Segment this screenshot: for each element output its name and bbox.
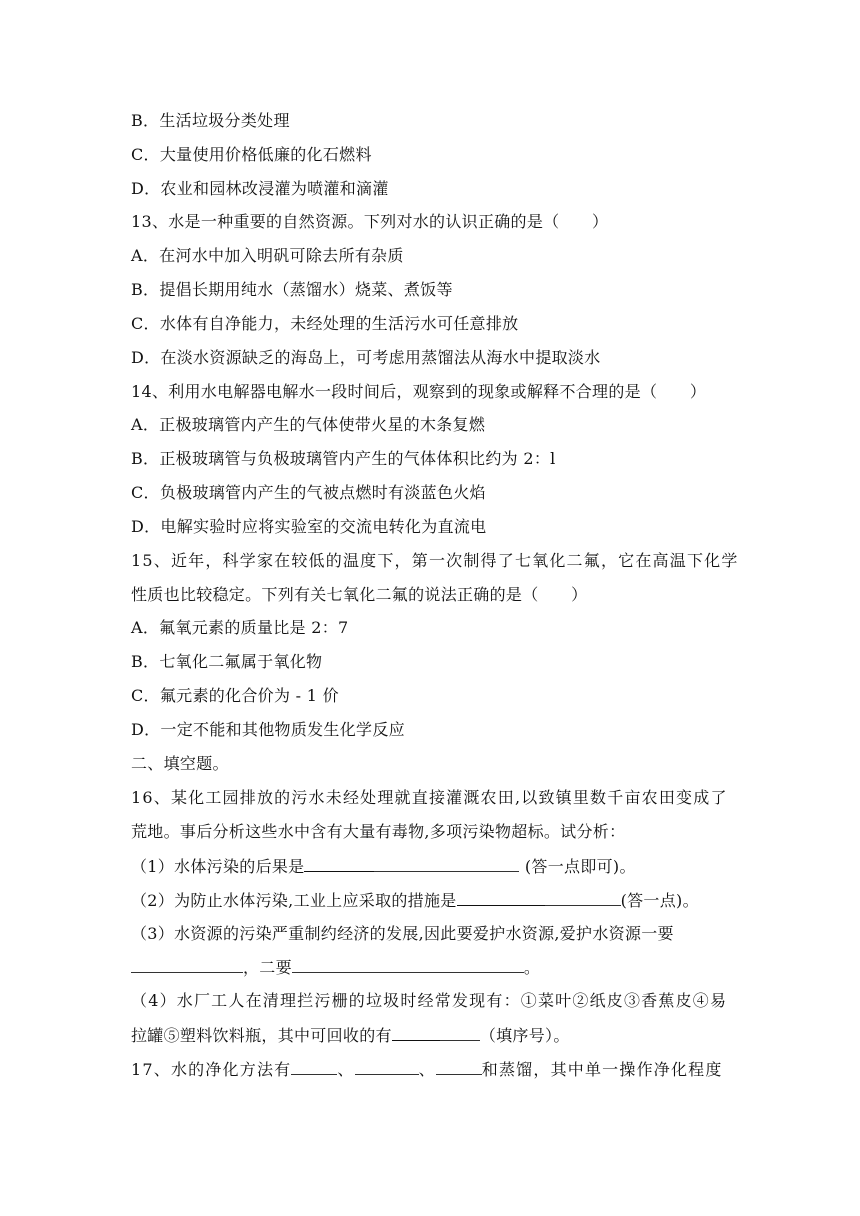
q14-option-d: D．电解实验时应将实验室的交流电转化为直流电	[131, 517, 487, 536]
q17-blank-1[interactable]	[291, 1059, 337, 1075]
q16-part1	[131, 856, 636, 877]
q12-option-b: B．生活垃圾分类处理	[131, 111, 290, 130]
q15-option-a: A．氟氧元素的质量比是 2：7	[131, 618, 349, 637]
section-heading-fill-in: 二、填空题。	[131, 754, 229, 773]
q16-part3-mid: ，二要	[243, 958, 292, 977]
q15-option-b: B．七氧化二氟属于氧化物	[131, 652, 323, 671]
q16-part4-suffix: （填序号）。	[479, 1026, 570, 1045]
q16-part2-suffix: (答一点)。	[620, 891, 699, 910]
q16-stem-line2: 荒地。事后分析这些水中含有大量有毒物,多项污染物超标。试分析：	[131, 822, 626, 841]
q15-stem-line1: 15、近年，科学家在较低的温度下，第一次制得了七氧化二氟，它在高温下化学	[131, 551, 739, 570]
q17-stem	[131, 1059, 723, 1080]
q14-option-c: C．负极玻璃管内产生的气被点燃时有淡蓝色火焰	[131, 483, 486, 502]
q13-stem: 13、水是一种重要的自然资源。下列对水的认识正确的是（ ）	[131, 212, 609, 231]
q16-part1-prompt: （1）水体污染的后果是	[131, 857, 305, 876]
q17-sep-2: 、	[418, 1060, 436, 1079]
q17-sep-1: 、	[337, 1060, 355, 1079]
q16-part1-answer-blank-ext[interactable]	[374, 856, 519, 872]
q16-part3-end: 。	[523, 958, 541, 977]
q16-part3-line2	[131, 957, 540, 978]
q16-part1-suffix: (答一点即可)。	[519, 857, 636, 876]
q13-option-a: A．在河水中加入明矾可除去所有杂质	[131, 246, 404, 265]
q13-option-c: C．水体有自净能力，未经处理的生活污水可任意排放	[131, 314, 519, 333]
q16-part3-blank-2[interactable]	[292, 957, 524, 973]
q17-suffix: 和蒸馏，其中单一操作净化程度	[481, 1060, 723, 1079]
q16-part2-answer-blank-ext[interactable]	[545, 890, 621, 906]
q14-stem: 14、利用水电解器电解水一段时间后，观察到的现象或解释不合理的是（ ）	[131, 382, 707, 401]
q17-blank-3[interactable]	[436, 1059, 482, 1075]
q12-option-c: C．大量使用价格低廉的化石燃料	[131, 145, 372, 164]
q16-part4-prompt: 拉罐⑤塑料饮料瓶，其中可回收的有	[131, 1026, 392, 1045]
q17-prompt: 17、水的净化方法有	[131, 1060, 292, 1079]
q16-part3-line1: （3）水资源的污染严重制约经济的发展,因此要爱护水资源,爱护水资源一要	[131, 924, 674, 943]
q16-part3-blank-1[interactable]	[131, 957, 243, 973]
q16-part2-answer-blank[interactable]	[457, 890, 545, 906]
q17-blank-2[interactable]	[355, 1059, 419, 1075]
q16-stem-line1: 16、某化工园排放的污水未经处理就直接灌溉农田,以致镇里数千亩农田变成了	[131, 788, 728, 807]
q15-option-c: C．氟元素的化合价为 - 1 价	[131, 686, 339, 705]
q16-part2	[131, 890, 699, 911]
q16-part1-answer-blank[interactable]	[304, 856, 374, 872]
q16-part4-answer-blank[interactable]	[392, 1025, 440, 1041]
q13-option-b: B．提倡长期用纯水（蒸馏水）烧菜、煮饭等	[131, 280, 453, 299]
q16-part4-answer-blank-ext[interactable]	[440, 1025, 480, 1041]
q15-stem-line2: 性质也比较稳定。下列有关七氧化二氟的说法正确的是（ ）	[131, 585, 588, 604]
q15-option-d: D．一定不能和其他物质发生化学反应	[131, 720, 405, 739]
q12-option-d: D．农业和园林改浸灌为喷灌和滴灌	[131, 179, 389, 198]
q14-option-b: B．正极玻璃管与负极玻璃管内产生的气体体积比约为 2：l	[131, 449, 556, 468]
q16-part4-line2	[131, 1025, 570, 1046]
q14-option-a: A．正极玻璃管内产生的气体使带火星的木条复燃	[131, 415, 486, 434]
q13-option-d: D．在淡水资源缺乏的海岛上，可考虑用蒸馏法从海水中提取淡水	[131, 348, 601, 367]
q16-part4-line1: （4）水厂工人在清理拦污栅的垃圾时经常发现有：①菜叶②纸皮③香蕉皮④易	[131, 991, 728, 1010]
q16-part2-prompt: （2）为防止水体污染,工业上应采取的措施是	[131, 891, 457, 910]
